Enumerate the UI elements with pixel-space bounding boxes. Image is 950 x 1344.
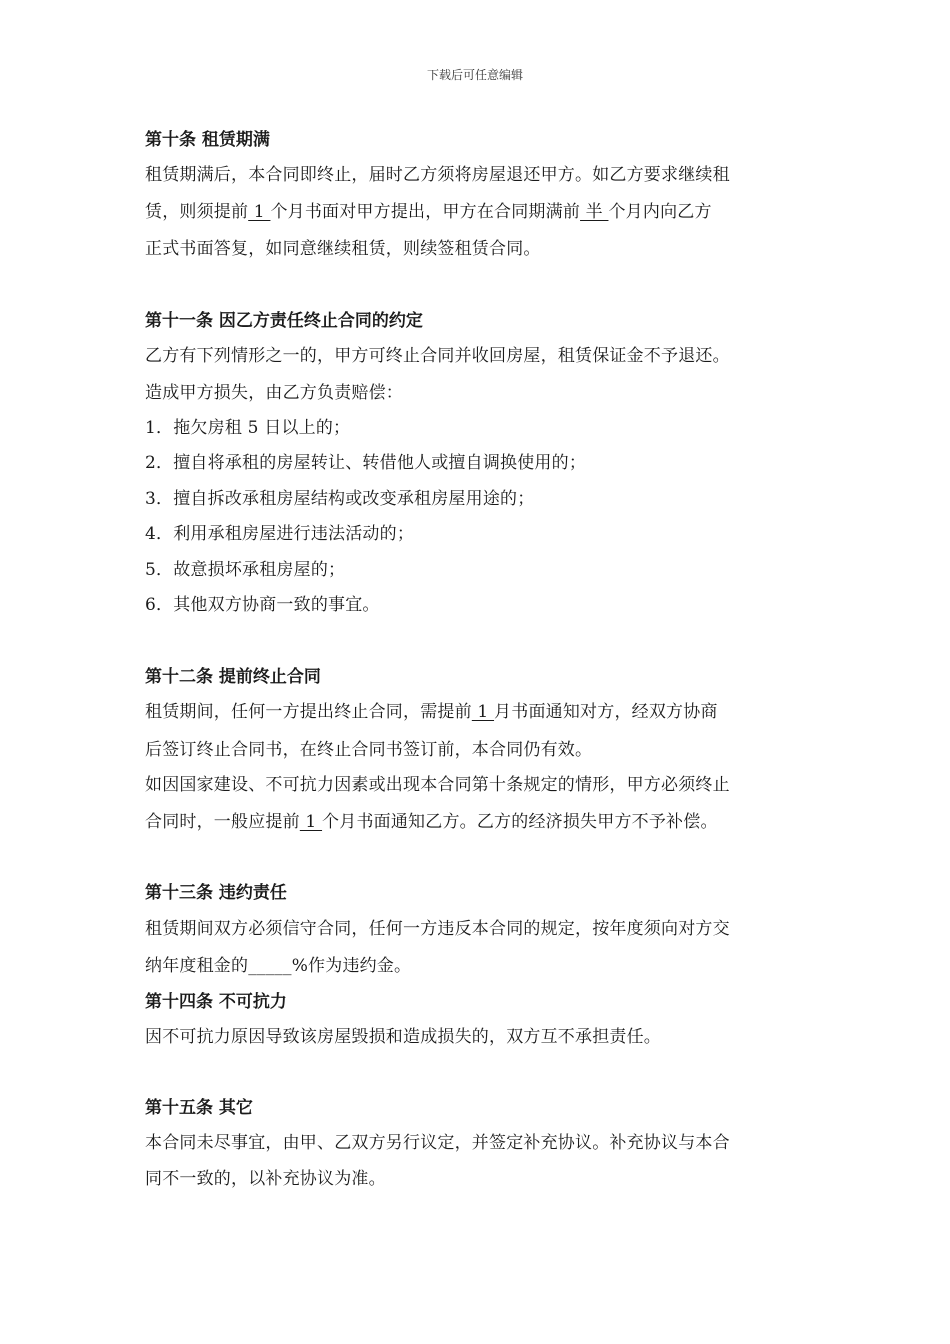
text-run: 本合同未尽事宜，由甲、乙双方另行议定，并签定补充协议。补充协议与本合 bbox=[145, 1133, 730, 1153]
text-run: 合同时，一般应提前 bbox=[145, 812, 300, 832]
body-line bbox=[145, 590, 380, 615]
text-run: 租赁期间双方必须信守合同，任何一方违反本合同的规定，按年度须向对方交 bbox=[145, 919, 730, 939]
text-run: 纳年度租金的_____%作为违约金。 bbox=[145, 956, 412, 976]
body-line bbox=[145, 1128, 730, 1153]
filled-blank: 1 bbox=[248, 202, 271, 222]
text-run: 乙方有下列情形之一的，甲方可终止合同并收回房屋，租赁保证金不予退还。 bbox=[145, 346, 730, 366]
text-run: 1．拖欠房租 5 日以上的； bbox=[145, 418, 351, 438]
filled-blank: 半 bbox=[580, 202, 609, 222]
text-run: 个月内向乙方 bbox=[608, 202, 712, 222]
body-line bbox=[145, 197, 712, 222]
text-run: 个月书面通知乙方。乙方的经济损失甲方不予补偿。 bbox=[322, 812, 718, 832]
body-line bbox=[145, 448, 586, 473]
body-line bbox=[145, 914, 730, 939]
text-run: 6．其他双方协商一致的事宜。 bbox=[145, 595, 380, 615]
text-run: 3．擅自拆改承租房屋结构或改变承租房屋用途的； bbox=[145, 489, 535, 509]
body-line bbox=[145, 519, 414, 544]
body-line bbox=[145, 413, 350, 438]
section-heading: 第十条 租赁期满 bbox=[145, 130, 270, 150]
text-run: 如因国家建设、不可抗力因素或出现本合同第十条规定的情形，甲方必须终止 bbox=[145, 775, 730, 795]
body-line bbox=[145, 341, 730, 366]
body-line bbox=[145, 1022, 661, 1047]
body-line bbox=[145, 234, 541, 259]
text-run: 正式书面答复，如同意继续租赁，则续签租赁合同。 bbox=[145, 239, 541, 259]
text-run: 租赁期满后，本合同即终止，届时乙方须将房屋退还甲方。如乙方要求继续租 bbox=[145, 165, 730, 185]
body-line bbox=[145, 735, 592, 760]
section-heading: 第十三条 违约责任 bbox=[145, 883, 287, 903]
filled-blank: 1 bbox=[299, 812, 323, 832]
filled-blank: 1 bbox=[471, 702, 495, 722]
body-line bbox=[145, 160, 730, 185]
text-run: 租赁期间，任何一方提出终止合同，需提前 bbox=[145, 702, 472, 722]
body-line bbox=[145, 697, 718, 722]
body-line bbox=[145, 1164, 386, 1189]
body-line bbox=[145, 951, 411, 976]
text-run: 个月书面对甲方提出，甲方在合同期满前 bbox=[270, 202, 581, 222]
text-run: 5．故意损坏承租房屋的； bbox=[145, 560, 346, 580]
text-run: 造成甲方损失，由乙方负责赔偿： bbox=[145, 383, 403, 403]
section-heading: 第十四条 不可抗力 bbox=[145, 992, 287, 1012]
text-run: 赁，则须提前 bbox=[145, 202, 249, 222]
section-heading: 第十二条 提前终止合同 bbox=[145, 667, 321, 687]
text-run: 月书面通知对方，经双方协商 bbox=[494, 702, 718, 722]
text-run: 因不可抗力原因导致该房屋毁损和造成损失的，双方互不承担责任。 bbox=[145, 1027, 661, 1047]
header-note: 下载后可任意编辑 bbox=[426, 68, 523, 82]
body-line bbox=[145, 555, 345, 580]
body-line bbox=[145, 484, 534, 509]
text-run: 同不一致的，以补充协议为准。 bbox=[145, 1169, 386, 1189]
body-line bbox=[145, 807, 718, 832]
body-line bbox=[145, 378, 403, 403]
section-heading: 第十五条 其它 bbox=[145, 1098, 253, 1118]
body-line bbox=[145, 770, 730, 795]
section-heading: 第十一条 因乙方责任终止合同的约定 bbox=[145, 311, 423, 331]
text-run: 2．擅自将承租的房屋转让、转借他人或擅自调换使用的； bbox=[145, 453, 587, 473]
text-run: 4．利用承租房屋进行违法活动的； bbox=[145, 524, 415, 544]
text-run: 后签订终止合同书，在终止合同书签订前，本合同仍有效。 bbox=[145, 740, 593, 760]
